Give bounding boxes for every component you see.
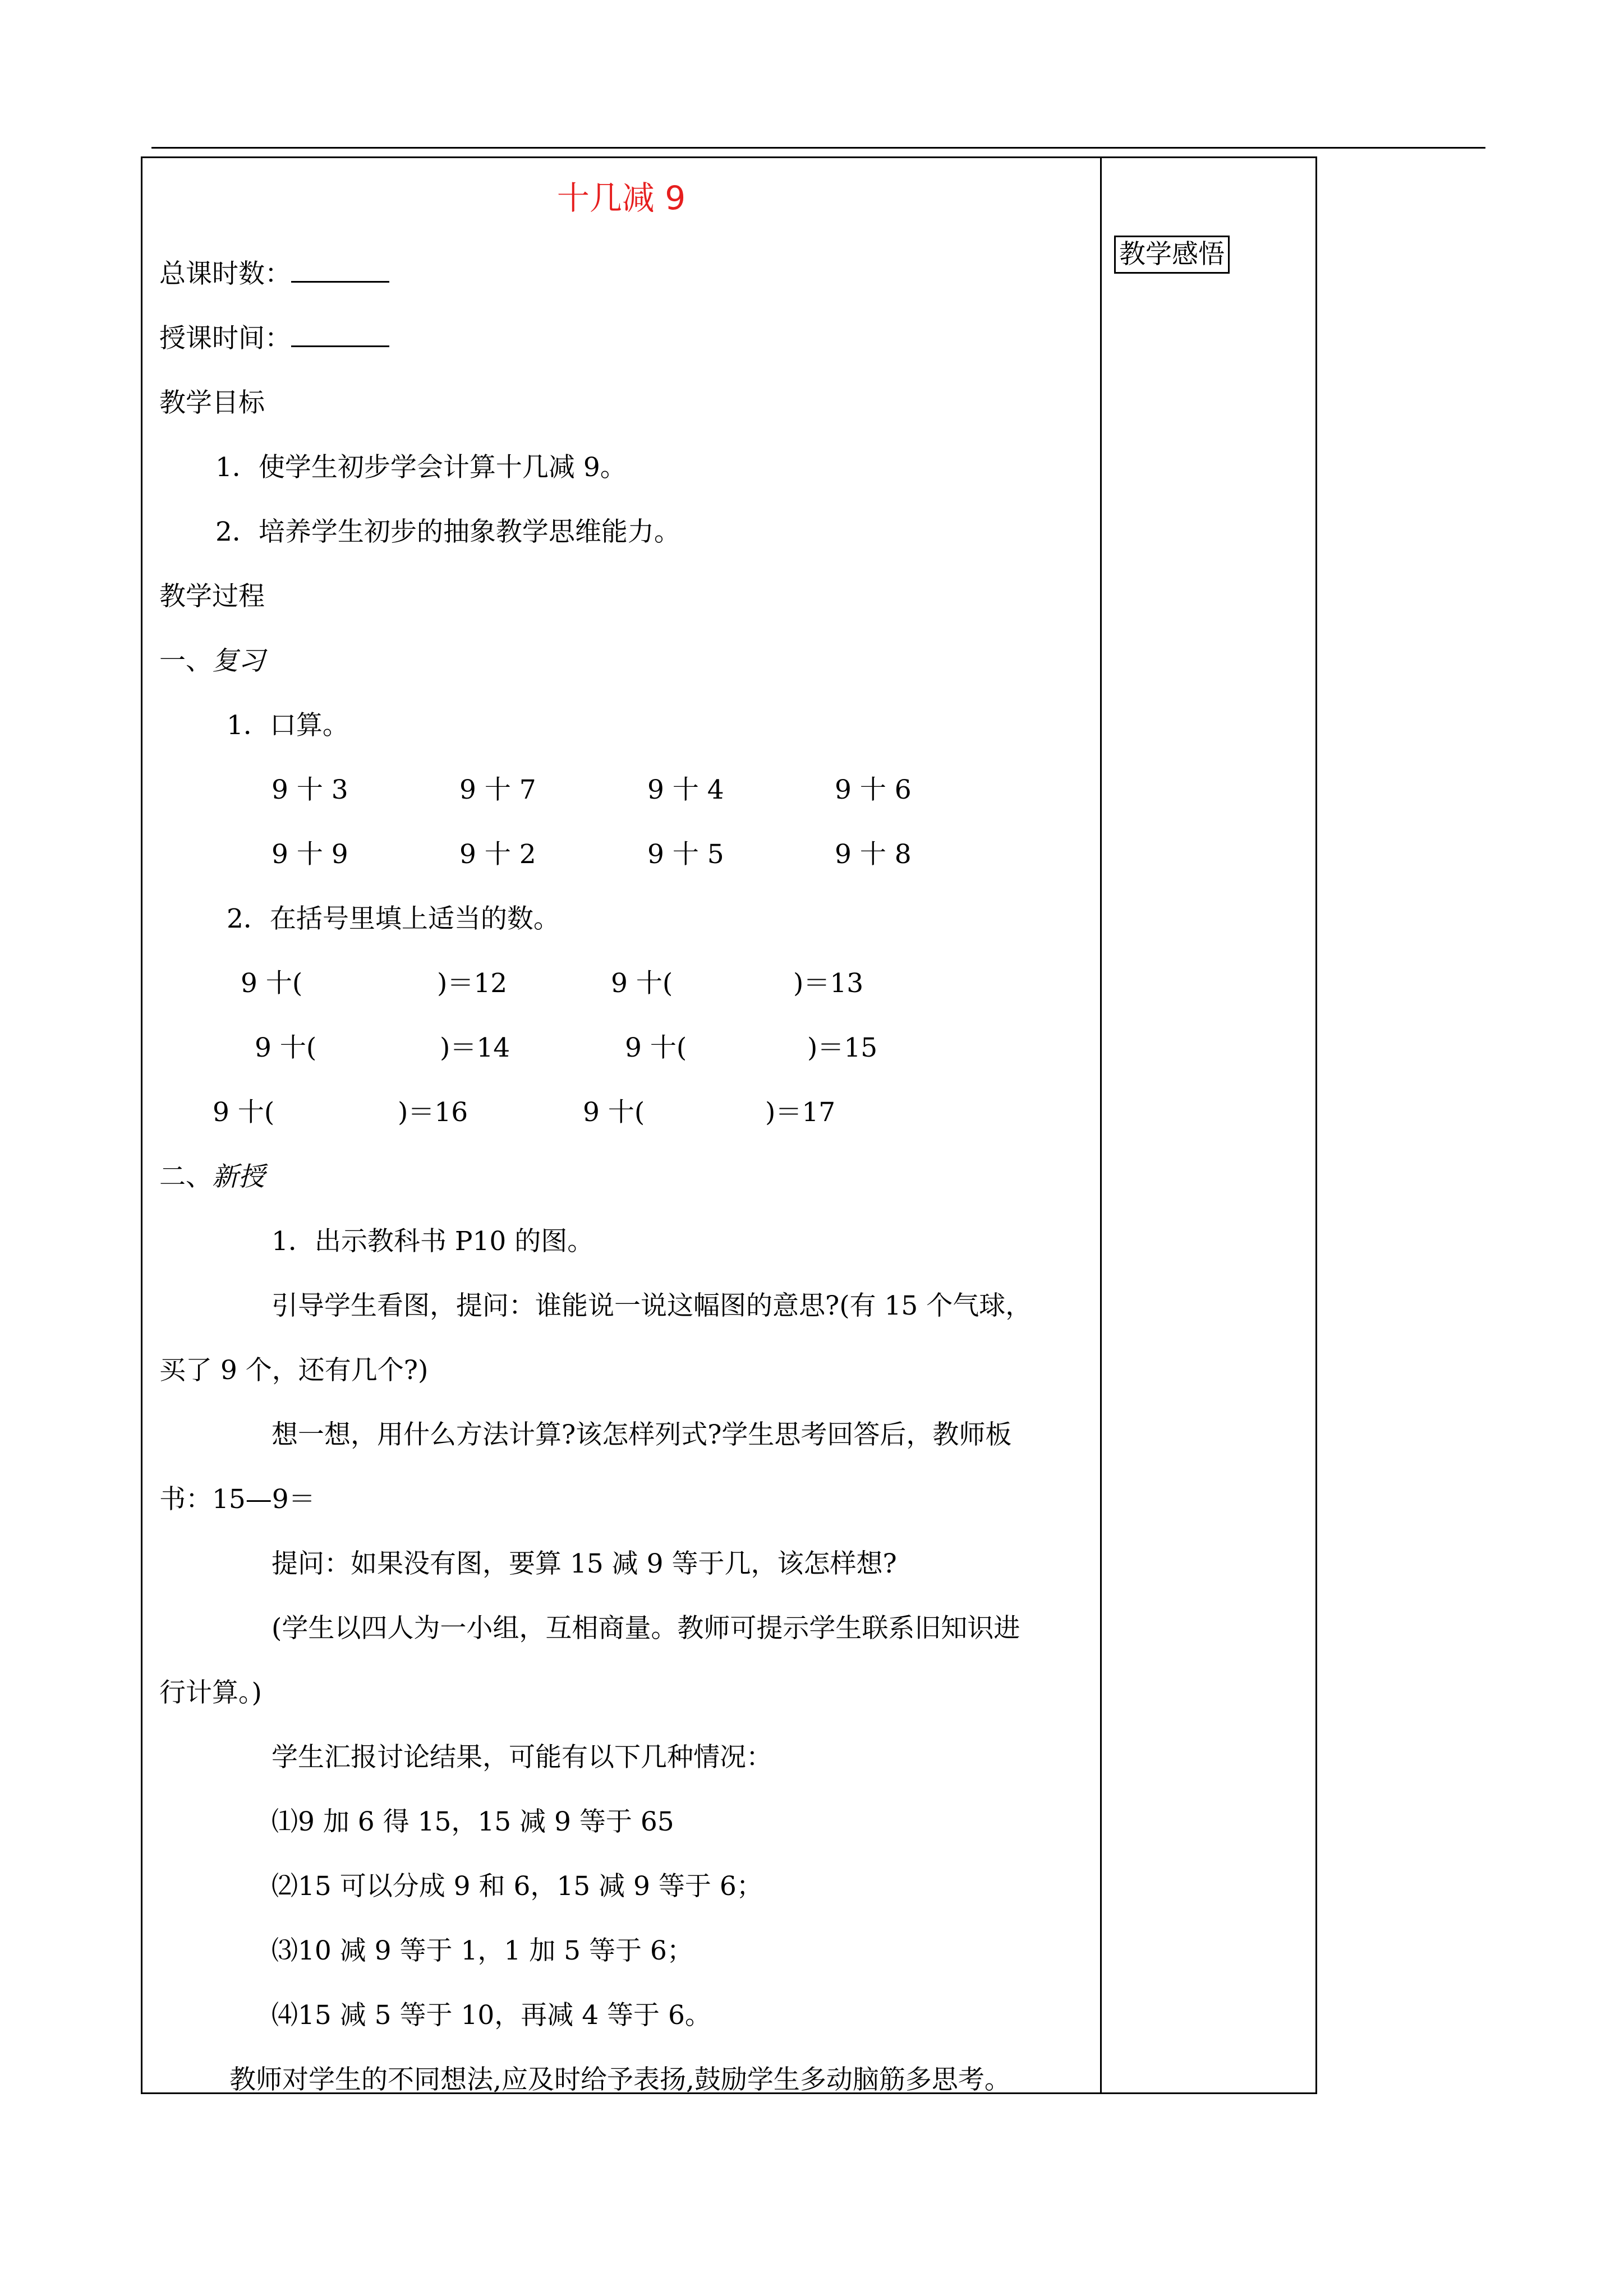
new-line: 买了 9 个，还有几个?) [159,1355,429,1386]
oral-title: 1．口算。 [227,710,349,741]
process-heading: 教学过程 [159,581,265,612]
new-line: (学生以四人为一小组，互相商量。教师可提示学生联系旧知识进 [272,1613,1020,1644]
new-line: 引导学生看图，提问：谁能说一说这幅图的意思?(有 15 个气球， [272,1290,1032,1321]
oral-item: 9 十 2 [459,839,536,870]
column-divider [1100,158,1102,2092]
fill-title: 2．在括号里填上适当的数。 [227,903,560,934]
oral-item: 9 十 9 [272,839,348,870]
goal-item-1: 1．使学生初步学会计算十几减 9。 [215,452,627,483]
review-heading-prefix: 一、 [159,646,212,676]
lesson-plan-table [141,156,1317,2094]
new-line: 1．出示教科书 P10 的图。 [272,1226,594,1257]
new-line: ⑵15 可以分成 9 和 6，15 减 9 等于 6； [272,1871,763,1902]
new-heading-text: 新授 [212,1161,265,1192]
review-heading-text: 复习 [212,646,265,676]
fill-item-right: )＝14 [440,1032,510,1063]
fill-item-left: 9 十( [255,1032,317,1063]
fill-item-left: 9 十( [611,968,673,999]
new-line: ⑴9 加 6 得 15，15 减 9 等于 65 [272,1806,674,1837]
fill-item-right: )＝13 [793,968,864,999]
fill-item-left: 9 十( [583,1097,645,1128]
new-line: 学生汇报讨论结果，可能有以下几种情况： [272,1742,772,1773]
teach-time-field [159,323,389,354]
review-heading [159,646,265,677]
new-line: 书：15—9＝ [159,1484,315,1515]
fill-item-left: 9 十( [213,1097,275,1128]
fill-item-left: 9 十( [241,968,303,999]
new-line: ⑷15 减 5 等于 10，再减 4 等于 6。 [272,2000,711,2031]
teaching-reflection-label: 教学感悟 [1114,236,1230,274]
teach-time-blank [291,326,389,347]
new-line: 提问：如果没有图，要算 15 减 9 等于几，该怎样想? [272,1548,897,1579]
oral-item: 9 十 7 [459,774,536,805]
goals-heading: 教学目标 [159,388,265,418]
oral-item: 9 十 3 [272,774,348,805]
total-lessons-blank [291,262,389,283]
total-lessons-label: 总课时数： [159,259,291,289]
new-heading [159,1161,265,1193]
new-line: 教师对学生的不同想法,应及时给予表扬,鼓励学生多动脑筋多思考。 [229,2064,1011,2095]
oral-item: 9 十 4 [647,774,724,805]
new-heading-prefix: 二、 [159,1161,212,1192]
page-title: 十几减 9 [556,179,686,217]
teach-time-label: 授课时间： [159,323,291,354]
fill-item-right: )＝12 [437,968,508,999]
fill-item-left: 9 十( [625,1032,687,1063]
fill-item-right: )＝17 [765,1097,836,1128]
fill-item-right: )＝15 [807,1032,878,1063]
oral-item: 9 十 6 [835,774,912,805]
new-line: 行计算。) [159,1677,262,1708]
total-lessons-field [159,259,389,290]
header-rule [151,147,1485,149]
fill-item-right: )＝16 [398,1097,468,1128]
new-line: ⑶10 减 9 等于 1，1 加 5 等于 6； [272,1935,693,1966]
new-line: 想一想，用什么方法计算?该怎样列式?学生思考回答后，教师板 [272,1419,1012,1450]
oral-item: 9 十 8 [835,839,912,870]
oral-item: 9 十 5 [647,839,724,870]
goal-item-2: 2．培养学生初步的抽象教学思维能力。 [215,517,680,547]
